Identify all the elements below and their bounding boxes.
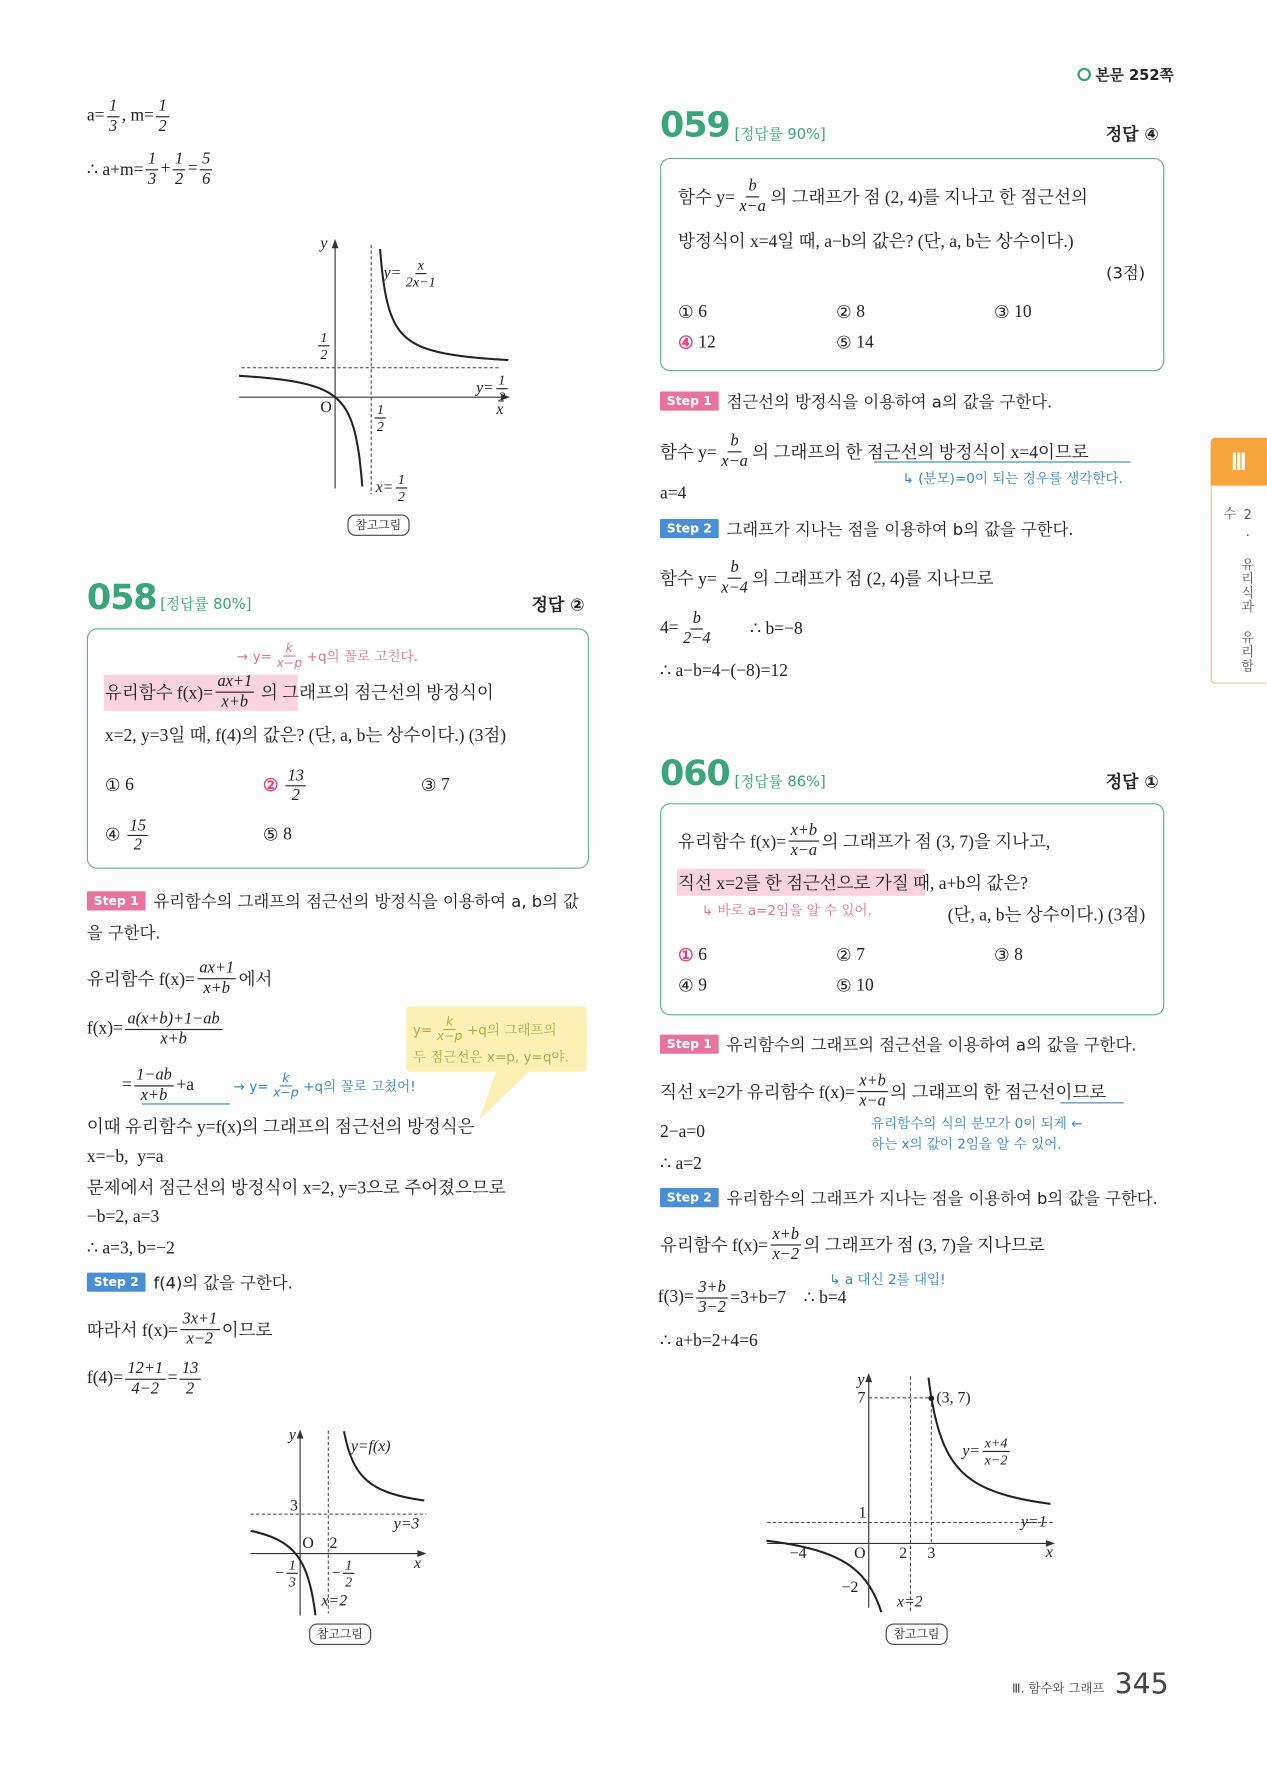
text-segment: −2	[841, 1579, 859, 1597]
text-segment: 의 그래프가 점 (3, 7)을 지나므로	[803, 1236, 1045, 1256]
text-segment: 2−a=0	[660, 1122, 705, 1142]
text-segment: 의 그래프가 점 (3, 7)을 지나고,	[821, 832, 1051, 852]
text-segment: =	[187, 159, 198, 179]
text-segment: 1	[858, 1505, 867, 1522]
numerator: b	[746, 177, 759, 196]
numerator: b	[728, 559, 741, 578]
denominator: x−p	[273, 1085, 299, 1101]
check-mark-icon: ④	[678, 333, 694, 353]
tick-label	[859, 1506, 867, 1522]
problem-number: 059	[660, 104, 730, 146]
text-segment: 이므로	[221, 1321, 273, 1341]
numerator: x	[415, 257, 426, 274]
step-text: 그래프가 지나는 점을 이용하여 b의 값을 구한다.	[726, 521, 1074, 540]
text-segment: 14	[856, 332, 874, 353]
step-badge: Step 1	[660, 1035, 719, 1054]
numerator: 13	[180, 1360, 201, 1379]
problem-number: 058	[86, 577, 157, 619]
denominator: 6	[202, 169, 211, 188]
text-segment: 유리함수 f(x)=	[678, 832, 787, 852]
text-segment: 10	[856, 975, 874, 996]
text-segment: x=2	[896, 1594, 923, 1612]
denominator: 2	[133, 836, 142, 855]
step-text: f(4)의 값을 구한다.	[153, 1274, 293, 1293]
origin-label: O	[302, 1535, 314, 1553]
denominator: 2	[397, 488, 405, 505]
numerator: 1	[107, 97, 120, 116]
choice-mark: ⑤	[836, 333, 852, 353]
denominator: 2	[158, 116, 167, 135]
point-label	[936, 1391, 970, 1407]
choice-mark: ⑤	[836, 976, 852, 996]
text-segment: 함수 y=	[678, 188, 735, 208]
text-segment: 3	[289, 1498, 298, 1516]
numerator: x+b	[857, 1072, 888, 1091]
annotation-note: ↳ (분모)=0이 되는 경우를 생각한다.	[902, 470, 1123, 487]
text-segment: 8	[856, 302, 865, 322]
choice-mark: ①	[678, 302, 694, 323]
text-segment: +q의 꼴로 고친다.	[306, 649, 418, 665]
tick-label	[857, 1391, 865, 1407]
numerator: 1	[396, 472, 408, 489]
numerator: 1	[156, 97, 169, 116]
denominator: x+b	[140, 1085, 168, 1104]
asymptote-label	[1021, 1515, 1047, 1531]
axis-label-y: y	[288, 1427, 296, 1445]
denominator: 2	[291, 786, 300, 805]
choice-mark: ③	[993, 302, 1010, 323]
step-text: 유리함수의 그래프가 지나는 점을 이용하여 b의 값을 구한다.	[726, 1190, 1158, 1209]
denominator: x−a	[790, 841, 818, 860]
section-tab[interactable]	[1211, 485, 1266, 684]
points-label: (3점)	[1106, 264, 1146, 283]
denominator: 2−4	[683, 628, 711, 648]
denominator: x−a	[859, 1091, 886, 1110]
tick-label	[790, 1547, 807, 1563]
text-segment: y=f(x)	[350, 1438, 391, 1456]
axis-label-y: y	[857, 1371, 865, 1389]
text-segment: 문제에서 점근선의 방정식이 x=2, y=3으로 주어졌으므로	[86, 1178, 506, 1199]
choice-mark: ②	[836, 946, 852, 966]
text-segment: 의 그래프의 한 점근선이므로	[890, 1083, 1107, 1103]
numerator: x+b	[770, 1226, 801, 1245]
numerator: k	[280, 1072, 292, 1087]
text-segment: 의 그래프가 점 (2, 4)를 지나므로	[752, 569, 994, 589]
choice-mark: ①	[104, 775, 121, 795]
denominator: 2	[376, 418, 384, 435]
numerator: 12+1	[125, 1360, 165, 1379]
numerator: x+4	[982, 1435, 1009, 1452]
denominator: x−2	[984, 1452, 1008, 1468]
curve-label	[962, 1435, 1012, 1468]
annotation-note: 하는 x의 값이 2임을 알 수 있어.	[870, 1136, 1062, 1152]
text-segment: 의 그래프의 점근선의 방정식이	[256, 683, 494, 703]
reference-figure-caption: 참고그림	[886, 1624, 948, 1645]
step-badge: Step 2	[660, 1188, 719, 1207]
numerator: 1	[173, 150, 186, 169]
accuracy-rate: [정답률 90%]	[734, 126, 826, 144]
denominator: 2	[186, 1379, 195, 1398]
text-segment: +q의 꼴로 고쳤어!	[303, 1078, 416, 1095]
denominator: x−2	[772, 1244, 800, 1264]
text-segment: 의 그래프가 점 (2, 4)를 지나고 한 점근선의	[770, 188, 1088, 208]
text-segment: 4=	[660, 618, 679, 638]
text-segment: ∴ a=2	[660, 1153, 702, 1173]
text-segment: y=3	[393, 1516, 420, 1534]
text-segment: 6	[698, 945, 708, 965]
text-segment: 6	[698, 302, 708, 322]
denominator: 3−2	[698, 1298, 726, 1317]
step-badge: Step 2	[87, 1273, 146, 1292]
text-segment: 유리함수 f(x)=	[104, 683, 213, 703]
text-segment: 12	[698, 332, 716, 353]
text-segment: 함수 y=	[660, 443, 717, 463]
text-segment: 유리함수 f(x)=	[86, 970, 195, 990]
numerator: k	[283, 642, 295, 657]
numerator: 15	[127, 817, 148, 836]
denominator: 3	[147, 169, 157, 188]
text-segment: ∴ a+b=2+4=6	[660, 1330, 758, 1350]
step-badge: Step 1	[87, 891, 146, 910]
denominator: x+b	[203, 978, 230, 997]
text-segment: (단, a, b는 상수이다.) (3점)	[947, 905, 1146, 926]
denominator: x−p	[276, 655, 303, 671]
numerator: 1	[375, 402, 387, 419]
text-segment: −4	[789, 1545, 807, 1563]
numerator: x+b	[788, 822, 819, 841]
choice-mark: ③	[420, 775, 437, 795]
choice-mark: ②	[836, 302, 852, 323]
text-segment: 함수 y=	[660, 569, 717, 589]
numerator: 1	[318, 329, 330, 346]
text-segment: −	[331, 1564, 341, 1582]
answer-label: 정답 ②	[531, 594, 585, 615]
text-segment: y=	[476, 379, 494, 397]
step-text: 점근선의 방정식을 이용하여 a의 값을 구한다.	[726, 393, 1053, 412]
text-segment: 유리함수 f(x)=	[660, 1236, 769, 1256]
step-badge: Step 1	[660, 391, 719, 410]
denominator: x+b	[160, 1029, 187, 1048]
numerator: 1−ab	[134, 1066, 174, 1085]
text-segment: 7	[856, 945, 865, 965]
annotation-note: ↳ 바로 a=2임을 알 수 있어.	[701, 902, 872, 919]
text-segment: 6	[125, 775, 134, 795]
origin-label: O	[320, 399, 332, 417]
numerator: 1	[286, 1557, 298, 1574]
accuracy-rate: [정답률 80%]	[160, 596, 252, 614]
text-segment: ∴ a=3, b=−2	[86, 1238, 175, 1258]
tick-label	[899, 1547, 907, 1563]
text-segment: −	[275, 1564, 285, 1582]
denominator: x−4	[721, 578, 748, 597]
text-segment: +a	[176, 1075, 194, 1095]
axis-label-y: y	[320, 235, 328, 253]
text-segment: 의 그래프의 한 점근선의 방정식이 x=4이므로	[752, 443, 1089, 463]
text-segment: ∴ b=−8	[715, 618, 803, 639]
text-segment: x=2	[321, 1593, 348, 1610]
check-mark-icon: ①	[678, 946, 694, 966]
text-segment: ∴ a−b=4−(−8)=12	[660, 660, 788, 680]
asymptote-label	[897, 1595, 923, 1611]
accuracy-rate: [정답률 86%]	[734, 773, 826, 791]
text-segment: → y=	[233, 1078, 269, 1095]
step-text: 유리함수의 그래프의 점근선을 이용하여 a의 값을 구한다.	[726, 1036, 1137, 1055]
denominator: 3	[288, 1573, 296, 1590]
text-segment: 방정식이 x=4일 때, a−b의 값은? (단, a, b는 상수이다.)	[678, 232, 1074, 252]
axis-label-x: x	[496, 401, 504, 419]
annotation-note: ↳ a 대신 2를 대입!	[829, 1271, 946, 1288]
origin-label: O	[854, 1545, 866, 1563]
text-segment: a=	[86, 106, 105, 126]
choice-mark: ④	[678, 976, 694, 996]
chapter-number: Ⅲ	[1230, 449, 1247, 475]
text-segment: =	[167, 1368, 178, 1388]
reference-figure-caption: 참고그림	[309, 1624, 371, 1645]
y-axis-arrow	[865, 1373, 872, 1382]
text-segment: =	[121, 1075, 132, 1095]
text-segment: y=	[412, 1021, 433, 1038]
text-segment: , m=	[121, 106, 154, 126]
choice-mark: ⑤	[262, 825, 279, 845]
text-segment: +	[160, 159, 171, 179]
text-segment: 따라서 f(x)=	[86, 1321, 179, 1341]
axis-label-x: x	[414, 1555, 422, 1573]
text-segment: a=4	[660, 484, 687, 504]
answer-label: 정답 ④	[1105, 124, 1159, 145]
denominator: 2	[320, 346, 328, 363]
text-segment: 10	[1014, 302, 1032, 322]
check-mark-icon: ②	[262, 775, 279, 795]
axis-label-x: x	[1045, 1544, 1053, 1562]
text-segment: x=−b, y=a	[86, 1147, 164, 1167]
numerator: 3+b	[696, 1279, 728, 1298]
text-segment: (3, 7)	[936, 1389, 971, 1407]
text-segment: +q의 그래프의	[466, 1022, 557, 1039]
denominator: x+b	[221, 692, 249, 711]
numerator: 5	[200, 150, 213, 169]
step-text: 유리함수의 그래프의 점근선의 방정식을 이용하여 a, b의 값을 구한다.	[86, 893, 579, 944]
text-segment: 7	[441, 775, 450, 795]
denominator: 2	[345, 1573, 353, 1590]
step-badge: Step 2	[660, 519, 719, 538]
text-segment: 8	[1014, 945, 1023, 965]
numerator: ax+1	[215, 673, 254, 692]
annotation-note: 유리함수의 식의 분모가 0이 되게 ←	[870, 1115, 1083, 1132]
text-segment: =3+b=7 ∴ b=4	[730, 1287, 847, 1308]
text-segment: 2	[899, 1545, 908, 1563]
denominator: 3	[109, 116, 118, 135]
problem-number: 060	[660, 753, 730, 795]
text-segment: 8	[283, 824, 292, 844]
text-segment: −b=2, a=3	[86, 1207, 160, 1227]
text-segment: 3	[927, 1545, 936, 1563]
footer-chapter: Ⅲ. 함수와 그래프	[1012, 1681, 1105, 1696]
choice-mark: ③	[993, 946, 1010, 966]
numerator: 1	[496, 372, 508, 389]
text-segment: y=1	[1021, 1514, 1047, 1531]
text-segment: 직선 x=2가 유리함수 f(x)=	[660, 1083, 855, 1103]
numerator: 3x+1	[180, 1310, 219, 1329]
text-segment: f(x)=	[86, 1018, 123, 1038]
choice-mark: ④	[104, 825, 121, 845]
text-segment: 직선 x=2를 한 점근선으로 가질 때, a+b의 값은?	[678, 874, 1028, 894]
denominator: x−p	[436, 1029, 463, 1044]
section-title: 2. 유리식과 유리함수	[1221, 506, 1256, 673]
text-segment: x=2, y=3일 때, f(4)의 값은? (단, a, b는 상수이다.) (3점)	[104, 726, 507, 746]
text-segment: 이때 유리함수 y=f(x)의 그래프의 점근선의 방정식은	[86, 1118, 475, 1138]
text-segment: y=	[962, 1442, 981, 1460]
reference-figure-caption: 참고그림	[347, 514, 409, 535]
text-segment: 에서	[238, 970, 273, 990]
text-segment: 7	[857, 1389, 866, 1407]
text-segment: f(4)=	[86, 1368, 123, 1388]
text-segment: → y=	[236, 648, 272, 665]
denominator: 2	[175, 169, 184, 188]
text-segment: f(3)=	[657, 1287, 694, 1307]
denominator: 2	[498, 389, 506, 406]
numerator: ax+1	[197, 959, 236, 978]
numerator: a(x+b)+1−ab	[125, 1010, 222, 1029]
denominator: 4−2	[131, 1379, 159, 1398]
numerator: b	[690, 610, 703, 629]
denominator: x−a	[739, 196, 766, 215]
text-segment: 9	[698, 975, 708, 996]
fraction	[982, 1435, 1009, 1468]
tick-label	[842, 1581, 859, 1597]
numerator: k	[444, 1015, 456, 1030]
numerator: 1	[343, 1557, 355, 1574]
numerator: 1	[146, 150, 159, 169]
denominator: x−2	[186, 1329, 214, 1348]
text-segment: 두 점근선은 x=p, y=q야.	[412, 1049, 569, 1066]
text-segment: 2	[329, 1535, 338, 1553]
text-segment: ∴ a+m=	[86, 159, 144, 179]
numerator: 13	[285, 767, 306, 786]
text-segment: x=	[375, 478, 394, 496]
answer-label: 정답 ①	[1105, 771, 1159, 793]
numerator: b	[728, 432, 741, 451]
chapter-tab[interactable]	[1211, 438, 1267, 485]
tick-label	[927, 1547, 935, 1563]
text-segment: y=	[383, 264, 402, 282]
denominator: 2x−1	[405, 274, 436, 290]
page-number: 345	[1114, 1667, 1169, 1701]
denominator: x−a	[721, 451, 748, 470]
reference-text: 본문 252쪽	[1095, 67, 1174, 85]
